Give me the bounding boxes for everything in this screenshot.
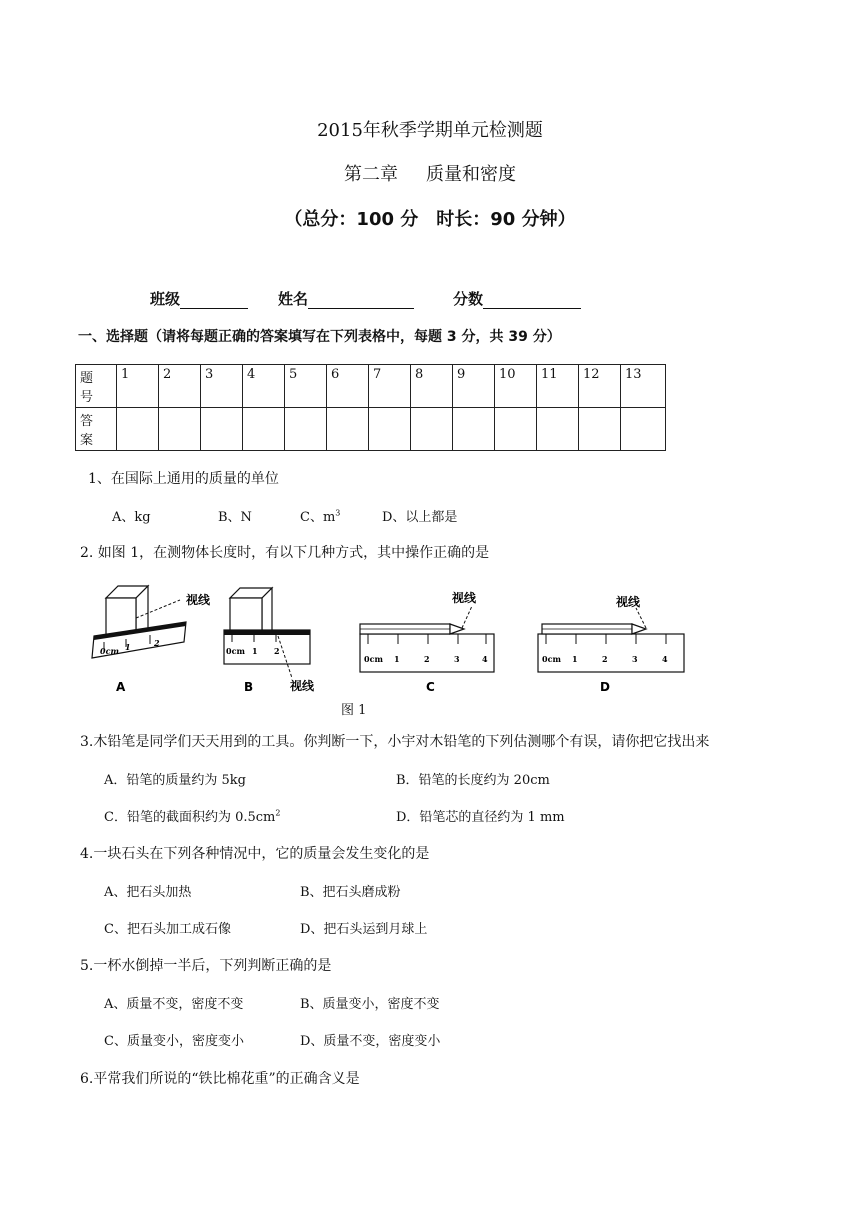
row-label-answer: 答 案 <box>76 408 117 451</box>
q4-option-d: D、把石头运到月球上 <box>300 922 428 937</box>
number-cell: 12 <box>579 365 621 408</box>
exam-meta: （总分：100 分 时长：90 分钟） <box>284 209 576 230</box>
number-cell: 6 <box>327 365 369 408</box>
class-label: 班级 <box>150 290 181 308</box>
q5-option-b: B、质量变小，密度不变 <box>300 997 440 1012</box>
sightline-b-label: 视线 <box>290 679 315 693</box>
ruler-c-tick-4: 4 <box>482 654 488 664</box>
answer-row <box>76 408 666 451</box>
answer-cell[interactable] <box>285 408 327 451</box>
answer-cell[interactable] <box>243 408 285 451</box>
answer-cell[interactable] <box>201 408 243 451</box>
question-4-stem: 4.一块石头在下列各种情况中，它的质量会发生变化的是 <box>80 846 430 862</box>
answer-table <box>75 364 666 451</box>
chapter-heading <box>0 160 860 186</box>
ruler-c-tick-1: 1 <box>394 654 400 664</box>
name-label: 姓名 <box>278 290 309 308</box>
number-row <box>76 365 666 408</box>
answer-cell[interactable] <box>369 408 411 451</box>
ruler-c-tick-2: 2 <box>424 654 430 664</box>
sightline-d-label: 视线 <box>616 595 641 609</box>
q5-option-c: C、质量变小，密度变小 <box>104 1034 244 1049</box>
answer-cell[interactable] <box>621 408 666 451</box>
figure-caption: 图 1 <box>341 703 367 718</box>
answer-cell[interactable] <box>537 408 579 451</box>
sightline-c-label: 视线 <box>452 591 477 605</box>
section-heading: 一、选择题（请将每题正确的答案填写在下列表格中，每题 3 分，共 39 分） <box>78 329 561 345</box>
number-cell: 10 <box>495 365 537 408</box>
answer-cell[interactable] <box>495 408 537 451</box>
answer-cell[interactable] <box>453 408 495 451</box>
question-2-stem: 2. 如图 1，在测物体长度时，有以下几种方式，其中操作正确的是 <box>80 545 490 561</box>
q4-option-c: C、把石头加工成石像 <box>104 922 231 937</box>
number-cell: 5 <box>285 365 327 408</box>
number-cell: 8 <box>411 365 453 408</box>
class-field <box>150 288 248 309</box>
row-label-number: 题 号 <box>76 365 117 408</box>
question-1-stem: 1、在国际上通用的质量的单位 <box>88 471 279 487</box>
number-cell: 11 <box>537 365 579 408</box>
figure-label-a: A <box>116 680 126 694</box>
q4-option-a: A、把石头加热 <box>104 885 192 900</box>
ruler-a-tick-1: 1 <box>125 642 131 652</box>
name-field <box>278 288 414 309</box>
name-blank[interactable] <box>308 292 414 309</box>
ruler-a-tick-2: 2 <box>154 638 160 648</box>
ruler-b-tick-2: 2 <box>274 646 280 656</box>
number-cell: 2 <box>159 365 201 408</box>
ruler-d-tick-2: 2 <box>602 654 608 664</box>
q1-option-c: C、$m^3$ <box>300 508 341 525</box>
chapter-name: 质量和密度 <box>426 164 516 185</box>
q1-option-b: B、N <box>218 510 252 525</box>
answer-cell[interactable] <box>117 408 159 451</box>
answer-cell[interactable] <box>579 408 621 451</box>
answer-cell[interactable] <box>411 408 453 451</box>
figure-b <box>224 588 310 678</box>
chapter-number: 第二章 <box>344 164 398 185</box>
ruler-d-tick-4: 4 <box>662 654 668 664</box>
score-field <box>453 288 581 309</box>
answer-cell[interactable] <box>159 408 201 451</box>
number-cell: 13 <box>621 365 666 408</box>
ruler-c-tick-3: 3 <box>454 654 460 664</box>
figure-1-rulers <box>80 578 700 696</box>
ruler-d-tick-3: 3 <box>632 654 638 664</box>
number-cell: 3 <box>201 365 243 408</box>
q5-option-d: D、质量不变，密度变小 <box>300 1034 441 1049</box>
number-cell: 7 <box>369 365 411 408</box>
class-blank[interactable] <box>180 292 248 309</box>
question-5-stem: 5.一杯水倒掉一半后，下列判断正确的是 <box>80 958 332 974</box>
question-6-stem: 6.平常我们所说的“铁比棉花重”的正确含义是 <box>80 1071 360 1087</box>
score-label: 分数 <box>453 290 484 308</box>
q3-option-b: B．铅笔的长度约为 20cm <box>396 773 550 788</box>
q3-option-a: A．铅笔的质量约为 5kg <box>104 773 246 788</box>
q1-option-d: D、以上都是 <box>382 510 458 525</box>
sightline-a-label: 视线 <box>186 593 211 607</box>
q3-option-d: D．铅笔芯的直径约为 1 mm <box>396 810 565 825</box>
q1-option-a: A、kg <box>112 510 151 525</box>
ruler-d-tick-0: 0cm <box>542 654 561 664</box>
document-title: 2015年秋季学期单元检测题 <box>317 120 543 141</box>
answer-cell[interactable] <box>327 408 369 451</box>
figure-label-c: C <box>426 680 435 694</box>
ruler-b-tick-1: 1 <box>252 646 258 656</box>
q5-option-a: A、质量不变，密度不变 <box>104 997 244 1012</box>
number-cell: 4 <box>243 365 285 408</box>
figure-label-d: D <box>600 680 610 694</box>
ruler-c-tick-0: 0cm <box>364 654 383 664</box>
question-3-stem: 3.木铅笔是同学们天天用到的工具。你判断一下，小宇对木铅笔的下列估测哪个有误，请你把它找出来 <box>80 734 710 750</box>
figure-label-b: B <box>244 680 254 694</box>
number-cell: 1 <box>117 365 159 408</box>
score-blank[interactable] <box>483 292 581 309</box>
q4-option-b: B、把石头磨成粉 <box>300 885 401 900</box>
ruler-d-tick-1: 1 <box>572 654 578 664</box>
number-cell: 9 <box>453 365 495 408</box>
ruler-a-tick-0: 0cm <box>100 646 119 656</box>
ruler-b-tick-0: 0cm <box>226 646 245 656</box>
q3-option-c: C．铅笔的截面积约为 $0.5cm^2$ <box>104 808 281 825</box>
